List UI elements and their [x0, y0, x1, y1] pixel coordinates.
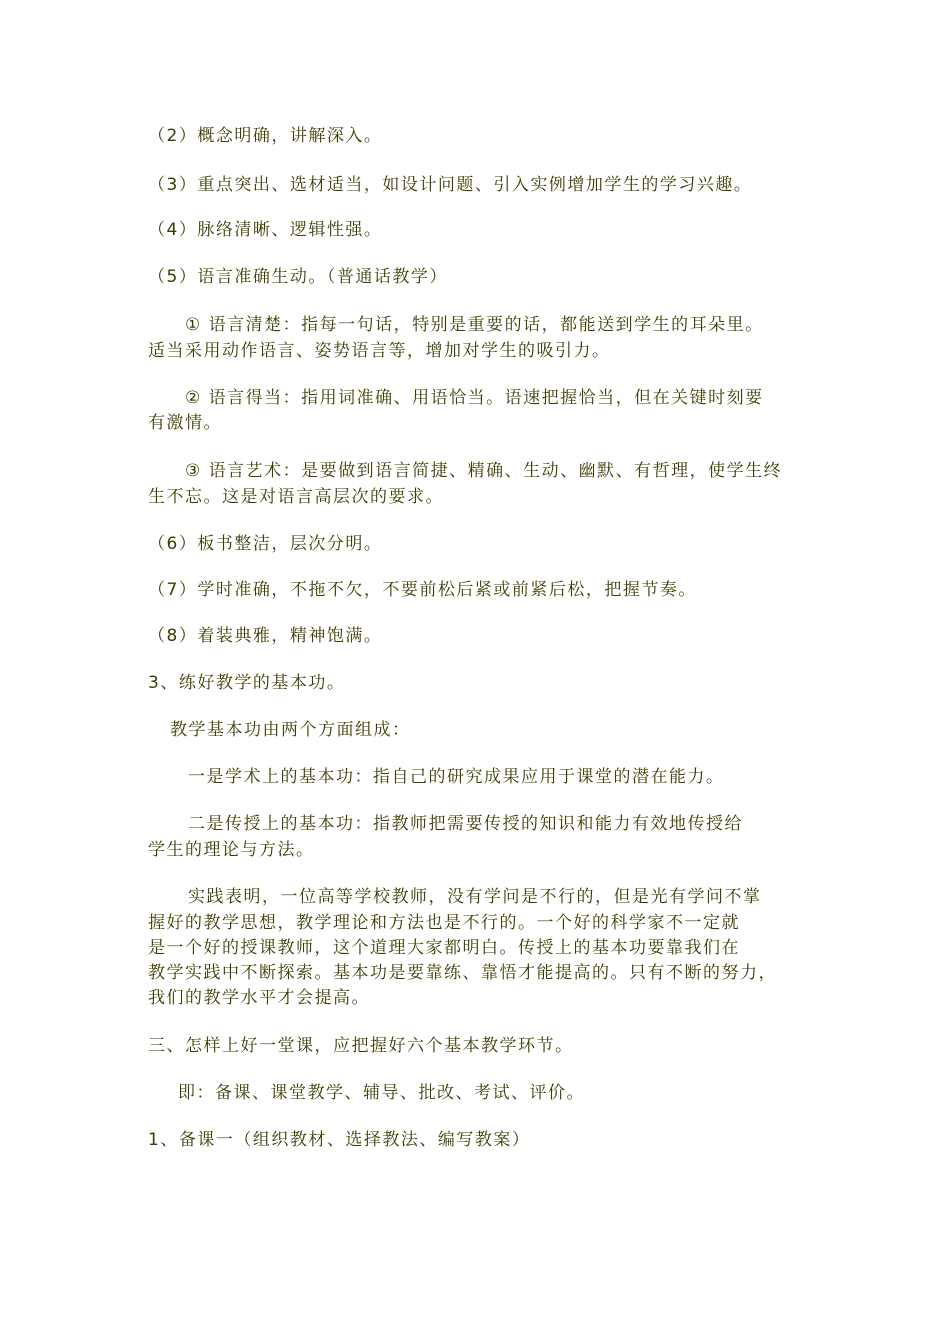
- subitem-2-line-1: ② 语言得当：指用词准确、用语恰当。语速把握恰当，但在关键时刻要: [185, 388, 764, 408]
- subitem-3-line-2: 生不忘。这是对语言高层次的要求。: [148, 487, 444, 507]
- subitem-3-line-1: ③ 语言艺术：是要做到语言简捷、精确、生动、幽默、有哲理，使学生终: [185, 461, 783, 481]
- item-3-line: （3）重点突出、选材适当，如设计问题、引入实例增加学生的学习兴趣。: [148, 175, 753, 195]
- practice-line-4: 教学实践中不断探索。基本功是要靠练、靠悟才能提高的。只有不断的努力，: [148, 963, 777, 983]
- basics-teaching-line-2: 学生的理论与方法。: [148, 840, 315, 860]
- item-7-line: （7）学时准确，不拖不欠，不要前松后紧或前紧后松，把握节奏。: [148, 580, 697, 600]
- prep-heading: 1、备课一（组织教材、选择教法、编写教案）: [148, 1130, 531, 1150]
- item-5-line: （5）语言准确生动。（普通话教学）: [148, 267, 448, 287]
- chapter-3-heading: 三、怎样上好一堂课，应把握好六个基本教学环节。: [148, 1036, 574, 1056]
- subitem-1-line-2: 适当采用动作语言、姿势语言等，增加对学生的吸引力。: [148, 341, 611, 361]
- practice-line-2: 握好的教学思想，教学理论和方法也是不行的。一个好的科学家不一定就: [148, 913, 740, 933]
- item-2-line: （2）概念明确，讲解深入。: [148, 126, 383, 146]
- practice-line-1: 实践表明，一位高等学校教师，没有学问是不行的，但是光有学问不掌: [188, 887, 762, 907]
- item-8-line: （8）着装典雅，精神饱满。: [148, 626, 383, 646]
- subitem-1-line-1: ① 语言清楚：指每一句话，特别是重要的话，都能送到学生的耳朵里。: [185, 315, 764, 335]
- basics-academic-line: 一是学术上的基本功：指自己的研究成果应用于课堂的潜在能力。: [188, 767, 725, 787]
- item-4-line: （4）脉络清晰、逻辑性强。: [148, 220, 383, 240]
- basics-teaching-line-1: 二是传授上的基本功：指教师把需要传授的知识和能力有效地传授给: [188, 814, 743, 834]
- practice-line-5: 我们的教学水平才会提高。: [148, 988, 370, 1008]
- basics-intro-line: 教学基本功由两个方面组成：: [170, 720, 411, 740]
- item-6-line: （6）板书整洁，层次分明。: [148, 534, 383, 554]
- subitem-2-line-2: 有激情。: [148, 413, 222, 433]
- section-3-heading: 3、练好教学的基本功。: [148, 673, 346, 693]
- six-steps-line: 即：备课、课堂教学、辅导、批改、考试、评价。: [178, 1083, 585, 1103]
- practice-line-3: 是一个好的授课教师，这个道理大家都明白。传授上的基本功要靠我们在: [148, 938, 740, 958]
